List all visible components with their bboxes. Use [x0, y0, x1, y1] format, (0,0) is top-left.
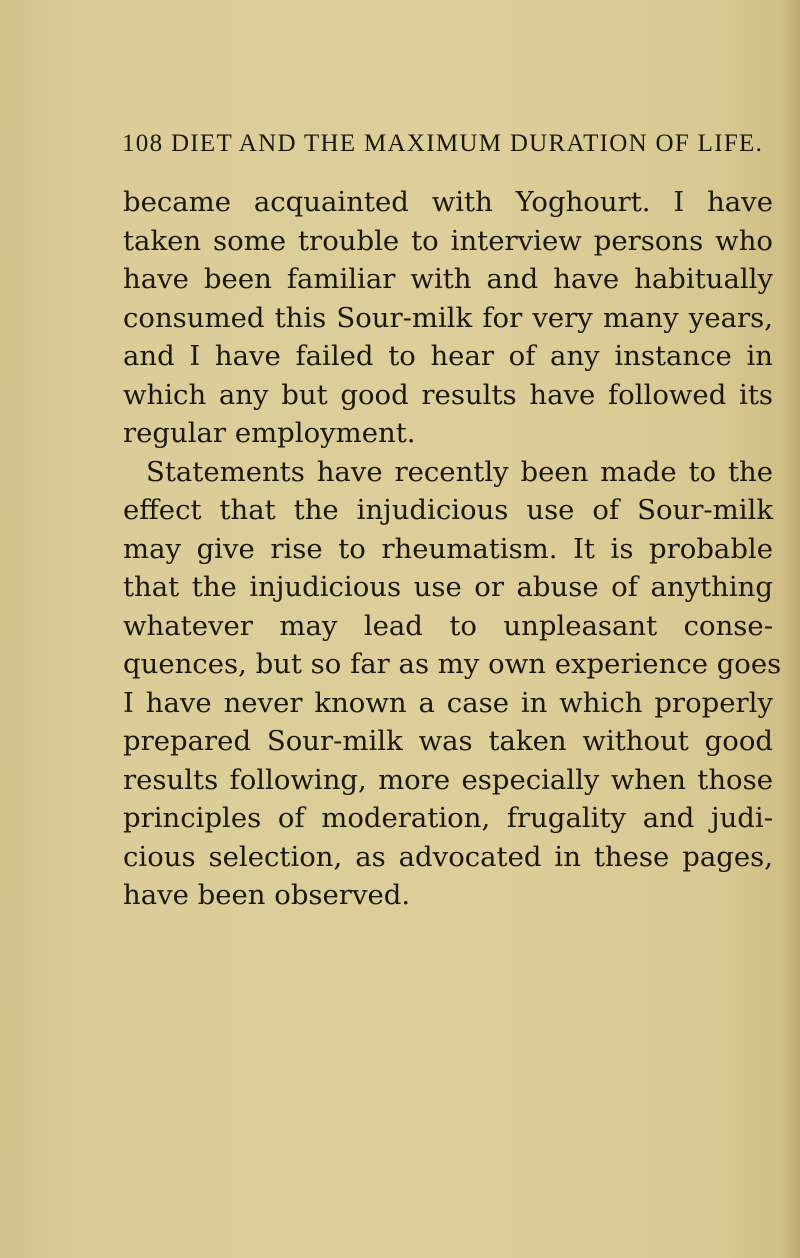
page-edge-shadow [782, 0, 800, 1258]
text-line: became acquainted with Yoghourt. I have [123, 186, 773, 218]
text-line: may give rise to rheumatism. It is probable [123, 532, 773, 565]
text-line: taken some trouble to interview persons who [123, 224, 773, 257]
text-line: results following, more especially when those [123, 763, 773, 796]
text-line: Statements have recently been made to the [146, 455, 773, 488]
text-line: whatever may lead to unpleasant conse- [123, 609, 773, 642]
text-line: which any but good results have followed its [123, 378, 773, 411]
text-line: principles of moderation, frugality and judi- [123, 802, 773, 834]
text-line: prepared Sour-milk was taken without good [123, 725, 773, 757]
text-line: consumed this Sour-milk for very many years, [123, 301, 773, 334]
text-line: have been observed. [123, 879, 411, 911]
body-text [123, 183, 782, 915]
text-line: and I have failed to hear of any instance in [123, 340, 773, 372]
text-line: that the injudicious use or abuse of anything [123, 571, 773, 603]
text-line: quences, but so far as my own experience goes [123, 648, 782, 680]
text-line: cious selection, as advocated in these pages, [123, 840, 773, 873]
text-line: regular employment. [123, 417, 416, 449]
text-line: effect that the injudicious use of Sour-milk [123, 494, 773, 526]
running-head: 108 DIET AND THE MAXIMUM DURATION OF LIFE. [122, 130, 764, 157]
text-line: have been familiar with and have habitually [123, 263, 773, 295]
text-line: I have never known a case in which properly [123, 686, 773, 719]
